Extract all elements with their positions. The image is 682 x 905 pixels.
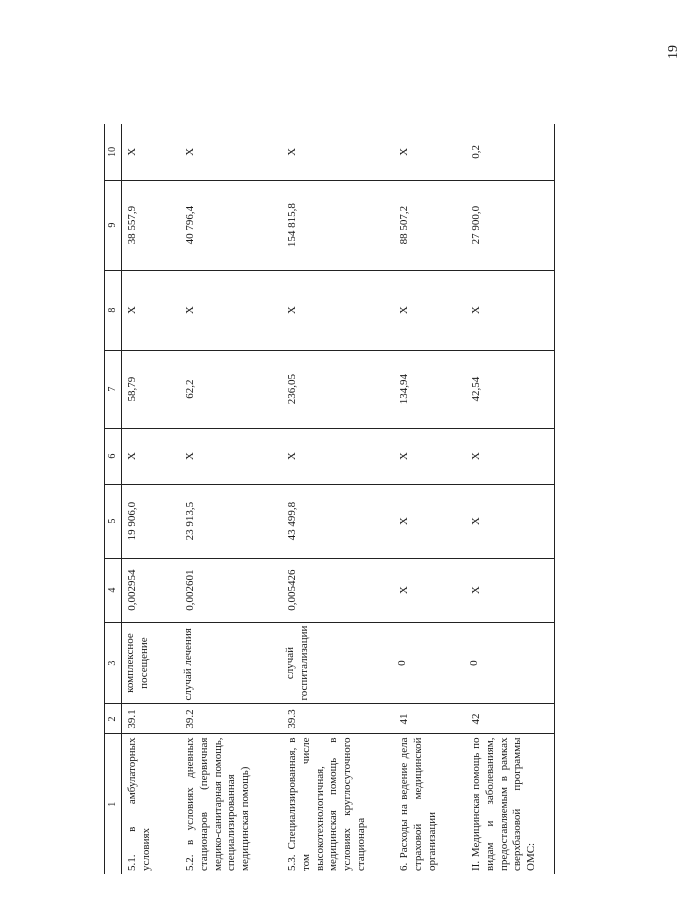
- header-cell: 7: [105, 350, 122, 428]
- table-cell: Х: [282, 124, 394, 180]
- header-cell: 8: [105, 270, 122, 350]
- header-cell: 2: [105, 704, 122, 734]
- table-cell: Х: [394, 484, 466, 558]
- table-cell: случай лечения: [180, 622, 282, 704]
- table-cell: 5.1. в амбулаторных условиях: [126, 737, 152, 871]
- table-cell: 134,94: [394, 350, 466, 428]
- table-cell: 0,002954: [122, 558, 181, 622]
- table-cell: 154 815,8: [282, 180, 394, 270]
- header-cell: 5: [105, 484, 122, 558]
- table-cell: Х: [122, 124, 181, 180]
- header-cell: 10: [105, 124, 122, 180]
- header-cell: 3: [105, 622, 122, 704]
- table-cell: Х: [394, 558, 466, 622]
- rotated-page: [0, 34, 639, 879]
- table-cell: 19 906,0: [122, 484, 181, 558]
- table-cell: Х: [122, 270, 181, 350]
- table-cell: Х: [122, 428, 181, 484]
- data-table: [104, 124, 555, 874]
- table-cell: 0,002601: [180, 558, 282, 622]
- table-cell: 39.1: [122, 704, 181, 734]
- table-cell: 62,2: [180, 350, 282, 428]
- table-cell: Х: [394, 428, 466, 484]
- table-row: [180, 124, 282, 874]
- table-row: [122, 124, 181, 874]
- table-row: [282, 124, 394, 874]
- table-row: [394, 124, 466, 874]
- table-cell: 42: [466, 704, 554, 734]
- table-cell: 42,54: [466, 350, 554, 428]
- table-row: [466, 124, 554, 874]
- table-cell: 58,79: [122, 350, 181, 428]
- table-cell: 0,2: [466, 124, 554, 180]
- table-cell: 27 900,0: [466, 180, 554, 270]
- table-cell: II. Медицинская помощь по видам и заболеваниям, предоставляемым в рамках сверхбазовой программы ОМС:: [466, 734, 554, 874]
- header-cell: 6: [105, 428, 122, 484]
- table-cell: 88 507,2: [394, 180, 466, 270]
- table-cell: Х: [466, 428, 554, 484]
- table-cell: Х: [282, 270, 394, 350]
- table-cell: 0: [466, 622, 554, 704]
- table-cell: 43 499,8: [282, 484, 394, 558]
- table-cell: 0: [394, 622, 466, 704]
- table-cell: 38 557,9: [122, 180, 181, 270]
- table-cell: Х: [394, 270, 466, 350]
- page-number-text: 19: [666, 45, 681, 59]
- table-cell: 6. Расходы на ведение дела страховой медицинской организации: [398, 737, 438, 871]
- header-row: [105, 124, 122, 874]
- table-cell: 40 796,4: [180, 180, 282, 270]
- header-cell: 9: [105, 180, 122, 270]
- header-cell: 4: [105, 558, 122, 622]
- table-cell: случай госпитализации: [282, 622, 394, 704]
- table-cell: 5.2. в условиях дневных стационаров (первичная медико-санитарная помощь, специализированная медицинская помощь): [184, 737, 251, 871]
- table-cell: Х: [180, 428, 282, 484]
- table-cell: Х: [180, 270, 282, 350]
- table-cell: Х: [394, 124, 466, 180]
- table-cell: 0,005426: [282, 558, 394, 622]
- table-cell: Х: [282, 428, 394, 484]
- table-cell: Х: [466, 484, 554, 558]
- table-cell: Х: [466, 558, 554, 622]
- table-cell: Х: [466, 270, 554, 350]
- header-cell: 1: [105, 734, 122, 874]
- table-cell: 41: [394, 704, 466, 734]
- table-cell: 5.3. Специализированная, в том числе высокотехнологичная, медицинская помощь в условиях круглосуточного стационара: [286, 737, 367, 871]
- table-cell: 39.3: [282, 704, 394, 734]
- table-cell: 23 913,5: [180, 484, 282, 558]
- table-cell: 39.2: [180, 704, 282, 734]
- table-cell: Х: [180, 124, 282, 180]
- table-cell: 236,05: [282, 350, 394, 428]
- table-cell: комплексное посещение: [122, 622, 181, 704]
